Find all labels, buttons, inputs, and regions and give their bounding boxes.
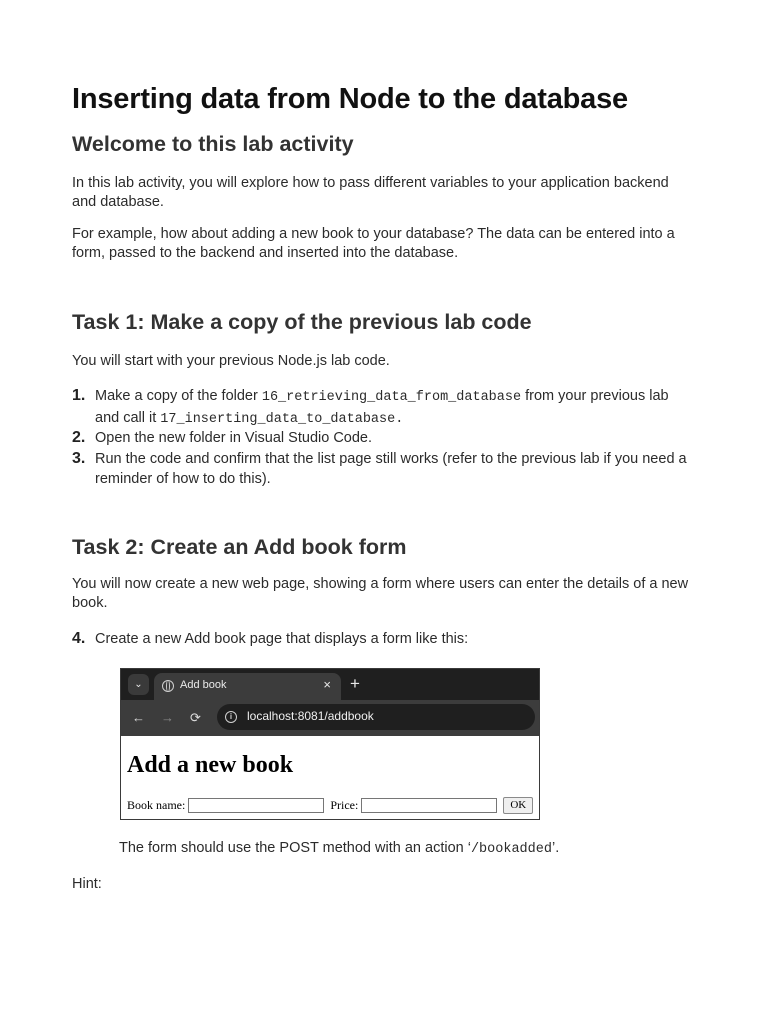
list-number: 2. xyxy=(72,429,86,446)
book-name-input[interactable] xyxy=(188,798,324,813)
page-content xyxy=(121,736,539,820)
list-item-text xyxy=(95,386,695,430)
tab-bar xyxy=(121,669,539,700)
forward-arrow-icon[interactable]: → xyxy=(161,710,174,725)
page-title: Inserting data from Node to the database xyxy=(72,83,628,115)
note-text: ’. xyxy=(551,840,560,856)
close-icon[interactable]: × xyxy=(323,677,331,692)
list-item-text: Run the code and confirm that the list page still works (refer to the previous lab if you need a reminder of how to do this). xyxy=(95,451,687,487)
book-name-label: Book name: xyxy=(127,798,186,812)
price-input[interactable] xyxy=(361,798,497,813)
list-item-text: Open the new folder in Visual Studio Code. xyxy=(95,430,373,446)
price-label: Price: xyxy=(330,798,359,812)
form-note xyxy=(119,840,559,857)
plus-icon[interactable]: + xyxy=(350,674,360,693)
tab-title: Add book xyxy=(180,679,227,691)
note-text: The form should use the POST method with an action ‘ xyxy=(119,840,471,856)
list-item-text: Create a new Add book page that displays a form like this: xyxy=(95,631,469,647)
ok-button[interactable]: OK xyxy=(503,797,533,814)
info-icon[interactable]: i xyxy=(225,711,237,723)
list-number: 3. xyxy=(72,450,86,467)
welcome-paragraph-2: For example, how about adding a new book to your database? The data can be entered into a form, passed to the backend and inserted into the database. xyxy=(72,226,675,261)
list-text: Make a copy of the folder xyxy=(95,388,262,404)
form-heading: Add a new book xyxy=(127,752,294,778)
action-code: /bookadded xyxy=(470,842,552,857)
address-bar[interactable] xyxy=(217,704,535,730)
browser-screenshot xyxy=(120,668,540,820)
browser-toolbar xyxy=(121,700,539,736)
welcome-paragraph-1: In this lab activity, you will explore how to pass different variables to your application backend and database. xyxy=(72,175,669,210)
task1-heading: Task 1: Make a copy of the previous lab code xyxy=(72,310,532,334)
chevron-down-icon[interactable]: ⌄ xyxy=(128,674,149,695)
list-number: 4. xyxy=(72,630,86,647)
task2-intro: You will now create a new web page, showing a form where users can enter the details of a new book. xyxy=(72,576,689,611)
task2-heading: Task 2: Create an Add book form xyxy=(72,535,407,559)
add-book-form xyxy=(127,797,533,814)
list-number: 1. xyxy=(72,387,86,404)
back-arrow-icon[interactable]: ← xyxy=(132,710,145,725)
folder-name-code: 16_retrieving_data_from_database xyxy=(261,390,522,405)
url-text: localhost:8081/addbook xyxy=(247,709,374,723)
task1-intro: You will start with your previous Node.js lab code. xyxy=(72,353,390,369)
reload-icon[interactable]: ⟳ xyxy=(190,710,201,725)
tab-add-book[interactable] xyxy=(154,673,341,700)
list-text: from your previous lab and call it xyxy=(95,388,669,426)
hint-label: Hint: xyxy=(72,876,102,892)
globe-icon xyxy=(162,680,174,692)
folder-name-code: 17_inserting_data_to_database. xyxy=(160,412,404,427)
welcome-heading: Welcome to this lab activity xyxy=(72,132,354,156)
